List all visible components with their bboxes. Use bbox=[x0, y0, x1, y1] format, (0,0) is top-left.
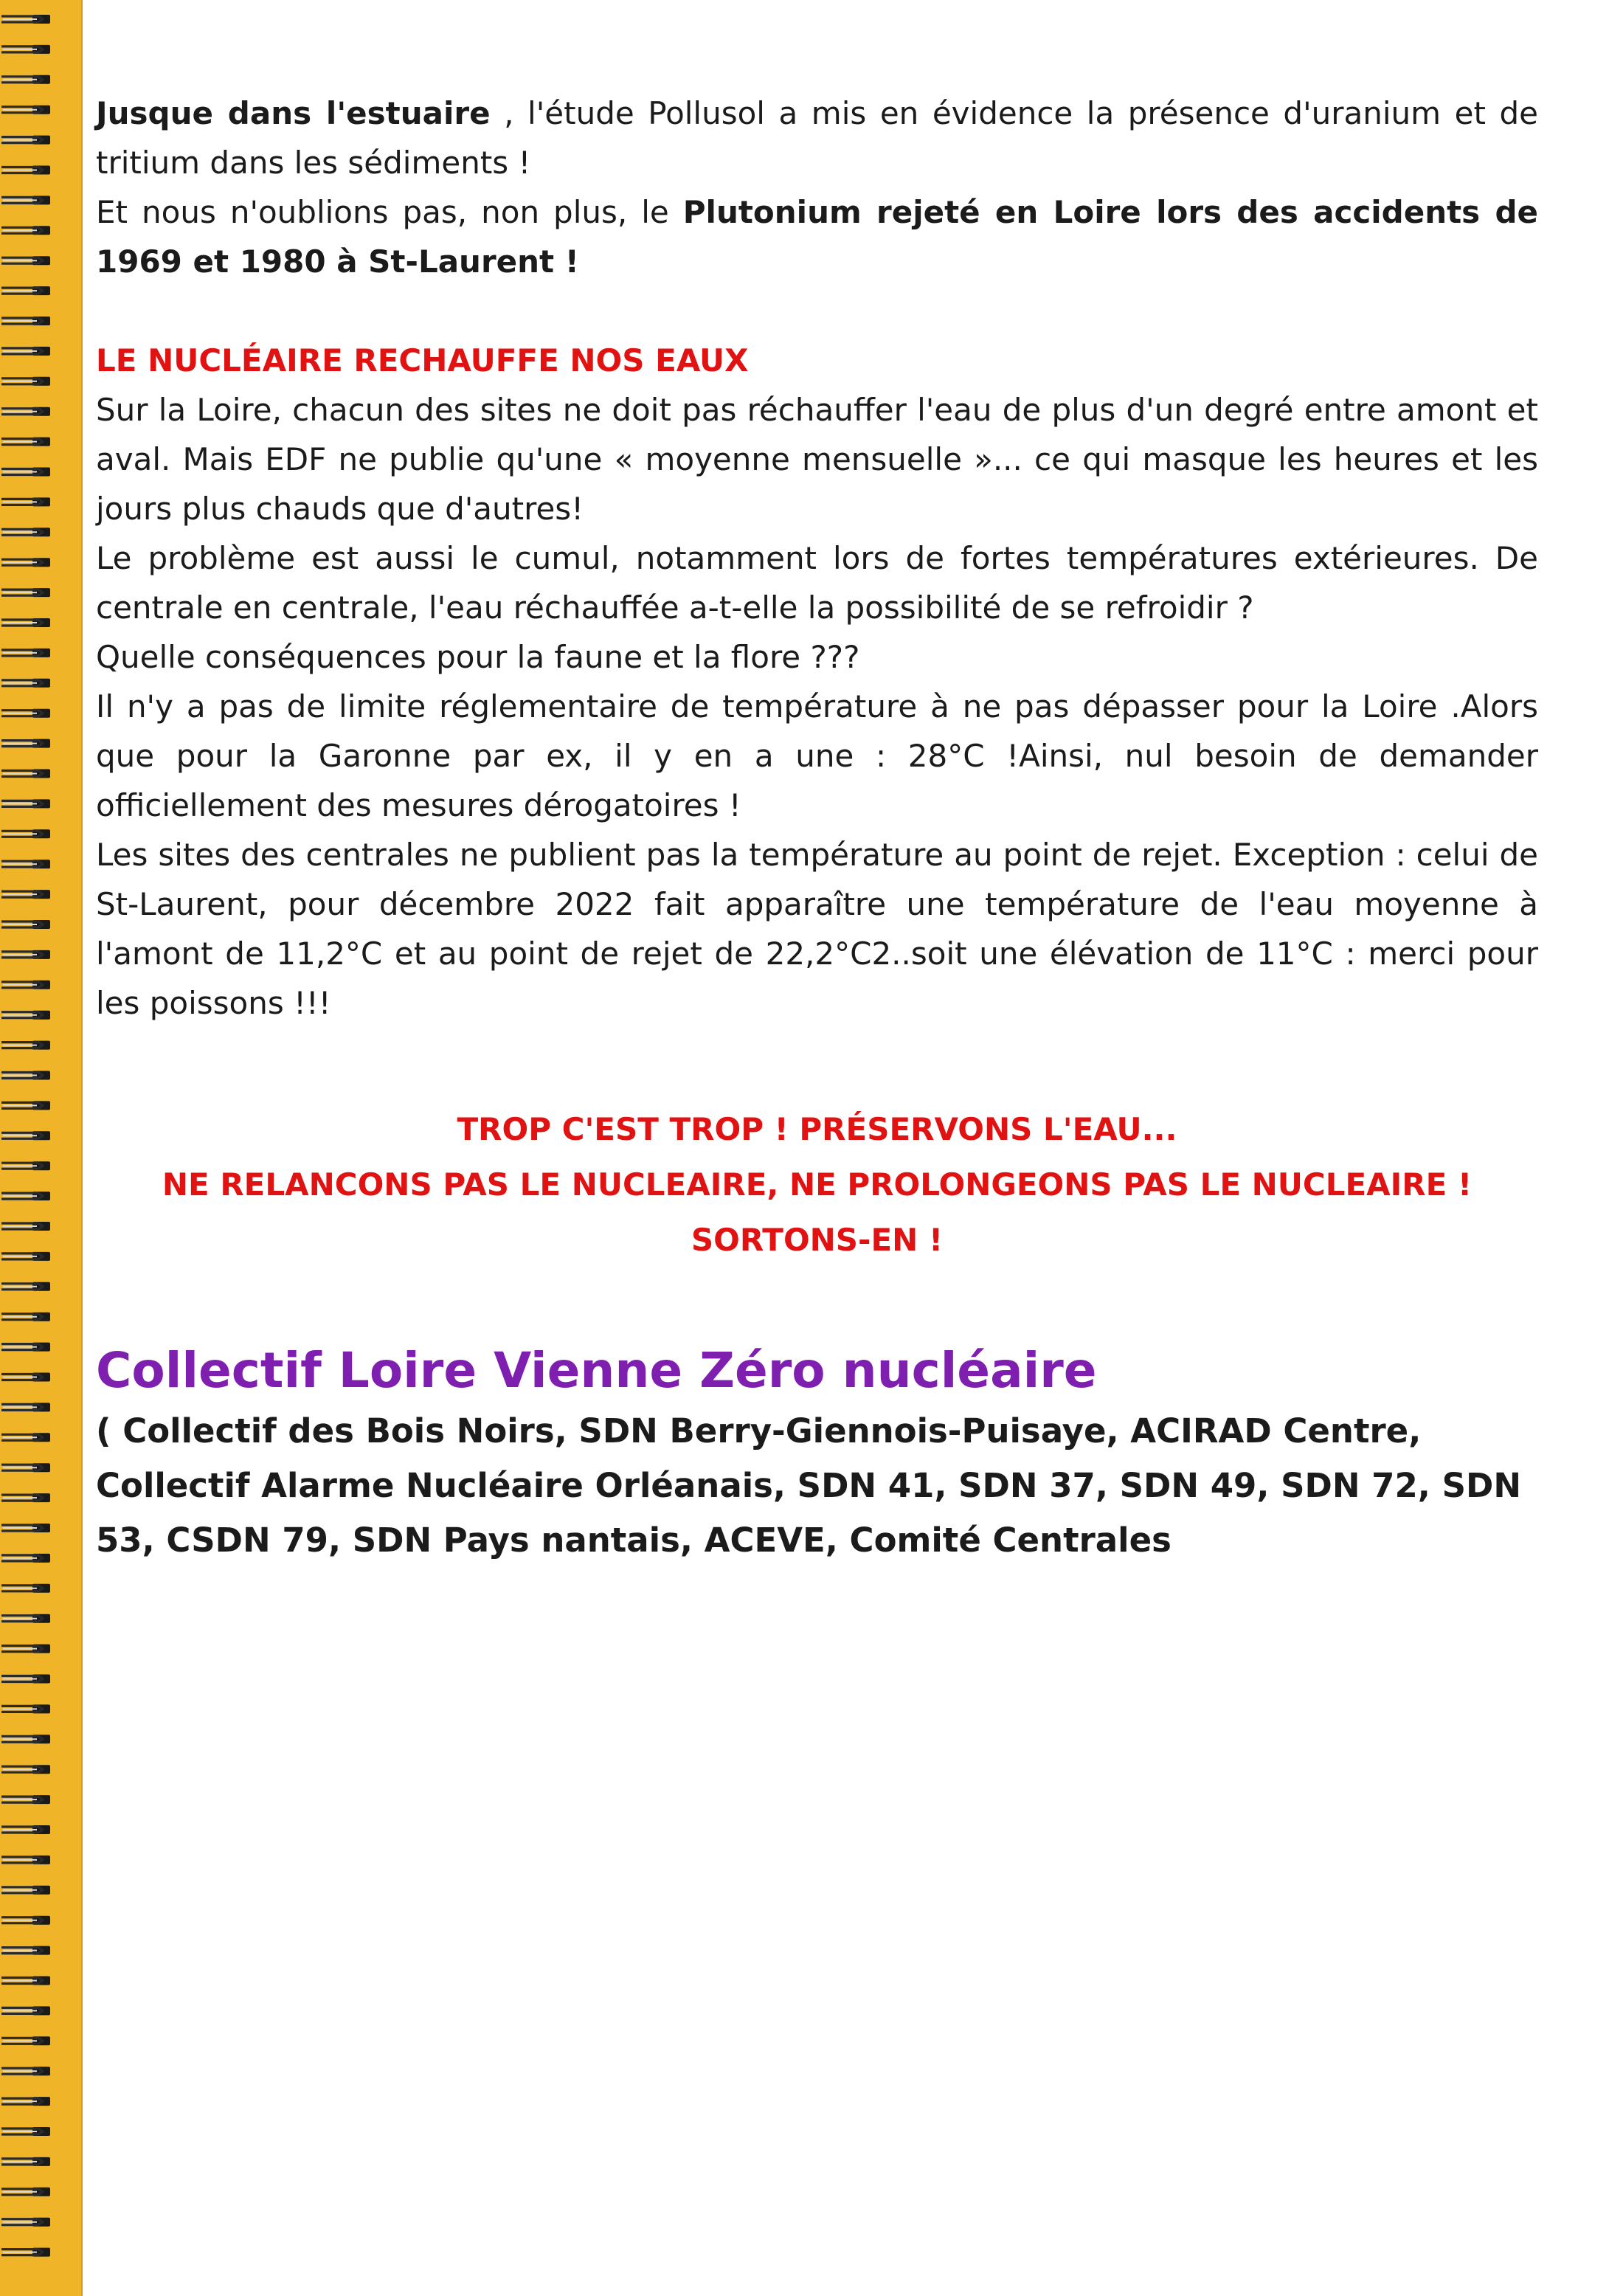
spiral-ring bbox=[1, 1825, 50, 1834]
estuaire-bold: Jusque dans l'estuaire bbox=[96, 95, 491, 131]
spiral-ring bbox=[1, 136, 50, 145]
spiral-ring bbox=[1, 256, 50, 265]
spiral-ring bbox=[1, 347, 50, 356]
section-paragraph-3: Quelle conséquences pour la faune et la flore ??? bbox=[96, 639, 860, 675]
spiral-ring bbox=[1, 286, 50, 295]
estuaire-text: , l'étude Pollusol a mis en évidence la présence d'uranium et de tritium dans les sédiments ! bbox=[96, 95, 1538, 181]
spiral-ring bbox=[1, 739, 50, 748]
spiral-ring bbox=[1, 1403, 50, 1411]
spiral-ring bbox=[1, 1192, 50, 1200]
spiral-ring bbox=[1, 799, 50, 808]
section-paragraph-1: Sur la Loire, chacun des sites ne doit pas réchauffer l'eau de plus d'un degré entre amont et aval. Mais EDF ne publie qu'une « moyenne mensuelle »... ce qui masque les heures et les jours plus chauds que d'autres! bbox=[96, 392, 1538, 527]
spiral-ring bbox=[1, 588, 50, 597]
spiral-ring bbox=[1, 1977, 50, 1985]
spiral-ring bbox=[1, 649, 50, 657]
spiral-ring bbox=[1, 920, 50, 929]
slogan-line-2: NE RELANCONS PAS LE NUCLEAIRE, NE PROLONGEONS PAS LE NUCLEAIRE ! SORTONS-EN ! bbox=[162, 1166, 1473, 1258]
spiral-ring bbox=[1, 679, 50, 688]
spiral-ring bbox=[1, 1584, 50, 1593]
spiral-ring bbox=[1, 166, 50, 175]
collectif-members: ( Collectif des Bois Noirs, SDN Berry-Giennois-Puisaye, ACIRAD Centre, Collectif Alarme Nucléaire Orléanais, SDN 41, SDN 37, SDN 49, SDN 72, SDN 53, CSDN 79, SDN Pays nantais, ACEVE, Comité Centrales bbox=[96, 1411, 1521, 1560]
spiral-ring bbox=[1, 497, 50, 506]
spiral-ring bbox=[1, 1916, 50, 1925]
spiral-ring bbox=[1, 618, 50, 627]
spiral-ring bbox=[1, 709, 50, 718]
document-body bbox=[96, 89, 1538, 1568]
spiral-ring bbox=[1, 1161, 50, 1170]
plutonium-lead: Et nous n'oublions pas, non plus, le bbox=[96, 194, 683, 230]
spiral-rings bbox=[0, 0, 81, 2296]
spiral-ring bbox=[1, 2248, 50, 2257]
spiral-ring bbox=[1, 1131, 50, 1140]
spiral-ring bbox=[1, 196, 50, 204]
spiral-ring bbox=[1, 860, 50, 868]
spiral-ring bbox=[1, 1101, 50, 1110]
spiral-ring bbox=[1, 106, 50, 114]
spiral-ring bbox=[1, 1645, 50, 1653]
spiral-ring bbox=[1, 1011, 50, 1020]
notebook-binding-spine bbox=[0, 0, 83, 2296]
intro-estuaire bbox=[96, 89, 1538, 187]
spiral-ring bbox=[1, 2036, 50, 2045]
spiral-ring bbox=[1, 1856, 50, 1864]
spiral-ring bbox=[1, 829, 50, 838]
spiral-ring bbox=[1, 438, 50, 446]
spiral-ring bbox=[1, 2097, 50, 2106]
spiral-ring bbox=[1, 1886, 50, 1895]
spiral-ring bbox=[1, 1373, 50, 1382]
section-paragraph-2: Le problème est aussi le cumul, notamment lors de fortes températures extérieures. De centrale en centrale, l'eau réchauffée a-t-elle la possibilité de se refroidir ? bbox=[96, 540, 1538, 626]
spiral-ring bbox=[1, 1041, 50, 1050]
spiral-ring bbox=[1, 1433, 50, 1442]
spiral-ring bbox=[1, 1343, 50, 1352]
spiral-ring bbox=[1, 2067, 50, 2075]
spacer bbox=[96, 1268, 1538, 1338]
spiral-ring bbox=[1, 468, 50, 477]
spiral-ring bbox=[1, 981, 50, 989]
spiral-ring bbox=[1, 2188, 50, 2196]
section-heading: LE NUCLÉAIRE RECHAUFFE NOS EAUX bbox=[96, 342, 749, 378]
spiral-ring bbox=[1, 377, 50, 386]
spiral-ring bbox=[1, 950, 50, 959]
spiral-ring bbox=[1, 75, 50, 84]
spiral-ring bbox=[1, 2157, 50, 2166]
spiral-ring bbox=[1, 528, 50, 536]
spiral-ring bbox=[1, 1222, 50, 1231]
section-paragraph-4: Il n'y a pas de limite réglementaire de température à ne pas dépasser pour la Loire .Alors que pour la Garonne par ex, il y en a une : 28°C !Ainsi, nul besoin de demander officiellement des mesures dérogatoires ! bbox=[96, 688, 1538, 823]
spiral-ring bbox=[1, 1554, 50, 1563]
spiral-ring bbox=[1, 558, 50, 567]
plutonium-bold: Plutonium rejeté en Loire lors des accidents de 1969 et 1980 à St-Laurent ! bbox=[96, 194, 1538, 280]
spiral-ring bbox=[1, 890, 50, 899]
spiral-ring bbox=[1, 770, 50, 778]
spiral-ring bbox=[1, 1946, 50, 1955]
spiral-ring bbox=[1, 1282, 50, 1291]
collectif-title: Collectif Loire Vienne Zéro nucléaire bbox=[96, 1342, 1097, 1399]
spiral-ring bbox=[1, 2006, 50, 2015]
spiral-ring bbox=[1, 2127, 50, 2136]
spiral-ring bbox=[1, 407, 50, 416]
spiral-ring bbox=[1, 226, 50, 235]
spiral-ring bbox=[1, 1071, 50, 1080]
spiral-ring bbox=[1, 1765, 50, 1774]
spiral-ring bbox=[1, 45, 50, 54]
spacer bbox=[96, 286, 1538, 336]
spiral-ring bbox=[1, 1704, 50, 1713]
slogan-line-1: TROP C'EST TROP ! PRÉSERVONS L'EAU... bbox=[457, 1111, 1177, 1147]
spiral-ring bbox=[1, 1614, 50, 1623]
spiral-ring bbox=[1, 1493, 50, 1502]
spiral-ring bbox=[1, 15, 50, 24]
spiral-ring bbox=[1, 317, 50, 325]
spiral-ring bbox=[1, 1735, 50, 1743]
intro-plutonium bbox=[96, 187, 1538, 286]
spiral-ring bbox=[1, 1675, 50, 1684]
spiral-ring bbox=[1, 1313, 50, 1321]
spiral-ring bbox=[1, 1252, 50, 1261]
spiral-ring bbox=[1, 1795, 50, 1804]
section-paragraph-5: Les sites des centrales ne publient pas la température au point de rejet. Exception : celui de St-Laurent, pour décembre 2022 fait apparaître une température de l'eau moyenne à l'amont de 11,2°C et au point de rejet de 22,2°C2..soit une élévation de 11°C : merci pour les poissons !!! bbox=[96, 837, 1538, 1021]
spacer bbox=[96, 1028, 1538, 1102]
spiral-ring bbox=[1, 1463, 50, 1472]
spiral-ring bbox=[1, 1524, 50, 1532]
spiral-ring bbox=[1, 2218, 50, 2227]
